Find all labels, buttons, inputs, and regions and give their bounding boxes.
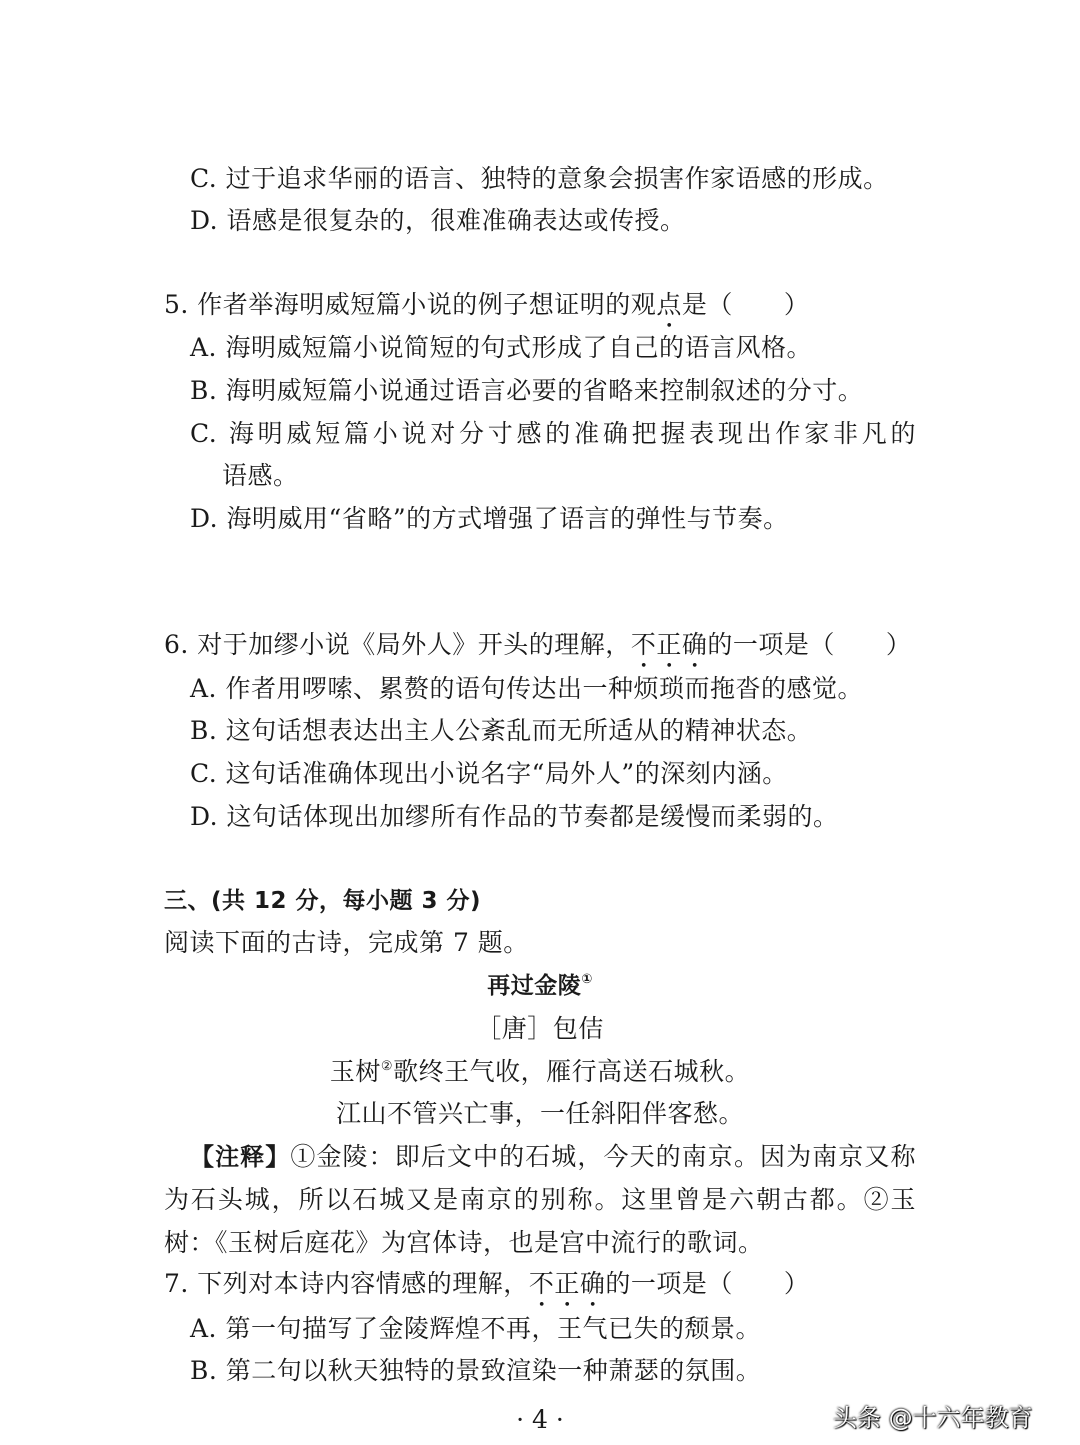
q5-option-c-line1: C. 海明威短篇小说对分寸感的准确把握表现出作家非凡的	[190, 419, 916, 448]
watermark: 头条 @十六年教育	[833, 1404, 1033, 1432]
notes-label: 【注释】	[190, 1143, 291, 1171]
poem-line-1-footnote: ②	[380, 1059, 394, 1074]
q5-stem-text: 5. 作者举海明威短篇小说的例子想证明的观	[164, 290, 657, 319]
poem-author: ［唐］包佶	[476, 1014, 604, 1043]
q5-option-d: D. 海明威用“省略”的方式增强了语言的弹性与节奏。	[190, 504, 789, 533]
poem-line-1-end: 歌终王气收，雁行高送石城秋。	[393, 1057, 751, 1086]
q4-option-c: C. 过于追求华丽的语言、独特的意象会损害作家语感的形成。	[190, 164, 889, 193]
notes-line-3: 树：《玉树后庭花》为宫体诗，也是宫中流行的歌词。	[164, 1228, 764, 1257]
q6-stem	[164, 628, 911, 674]
q7-stem-emphasis: 不正确	[528, 1269, 606, 1298]
q6-stem-emphasis: 不正确	[630, 630, 708, 659]
q5-stem	[164, 288, 809, 334]
section-3-instruction: 阅读下面的古诗，完成第 7 题。	[164, 928, 529, 957]
poem-title	[0, 969, 1080, 1003]
q6-option-a: A. 作者用啰嗦、累赘的语句传达出一种烦琐而拖沓的感觉。	[190, 674, 863, 703]
q5-option-a: A. 海明威短篇小说简短的句式形成了自己的语言风格。	[190, 333, 812, 362]
q7-option-b: B. 第二句以秋天独特的景致渲染一种萧瑟的氛围。	[190, 1356, 762, 1385]
q6-stem-answer-blank: 的一项是（ ）	[707, 630, 912, 659]
q5-stem-answer-blank: 是（ ）	[681, 290, 810, 319]
poem-line-1	[0, 1055, 1080, 1089]
q7-option-a: A. 第一句描写了金陵辉煌不再，王气已失的颓景。	[190, 1314, 761, 1343]
q5-option-b: B. 海明威短篇小说通过语言必要的省略来控制叙述的分寸。	[190, 376, 864, 405]
q5-stem-emphasis: 点	[656, 290, 682, 319]
poem-title-footnote: ①	[581, 972, 593, 987]
poem-line-1-start: 玉树	[329, 1057, 381, 1086]
q7-stem-answer-blank: 的一项是（ ）	[605, 1269, 810, 1298]
q6-option-d: D. 这句话体现出加缪所有作品的节奏都是缓慢而柔弱的。	[190, 802, 839, 831]
poem-line-2: 江山不管兴亡事，一任斜阳伴客愁。	[335, 1099, 744, 1128]
notes-line-2: 为石头城，所以石城又是南京的别称。这里曾是六朝古都。②玉	[164, 1185, 916, 1214]
q7-stem	[164, 1267, 809, 1313]
notes-line-1-text: ①金陵：即后文中的石城，今天的南京。因为南京又称	[290, 1142, 916, 1171]
q6-option-b: B. 这句话想表达出主人公紊乱而无所适从的精神状态。	[190, 716, 813, 745]
q5-option-c-line2: 语感。	[222, 461, 299, 490]
q4-option-d: D. 语感是很复杂的，很难准确表达或传授。	[190, 206, 686, 235]
section-3-heading: 三、(共 12 分，每小题 3 分)	[164, 888, 482, 914]
poem-title-text: 再过金陵	[487, 973, 582, 999]
q7-stem-text: 7. 下列对本诗内容情感的理解，	[164, 1269, 529, 1298]
q6-option-c: C. 这句话准确体现出小说名字“局外人”的深刻内涵。	[190, 759, 788, 788]
page-number: · 4 ·	[516, 1405, 564, 1434]
q6-stem-text: 6. 对于加缪小说《局外人》开头的理解，	[164, 630, 631, 659]
notes-line-1	[190, 1140, 916, 1174]
